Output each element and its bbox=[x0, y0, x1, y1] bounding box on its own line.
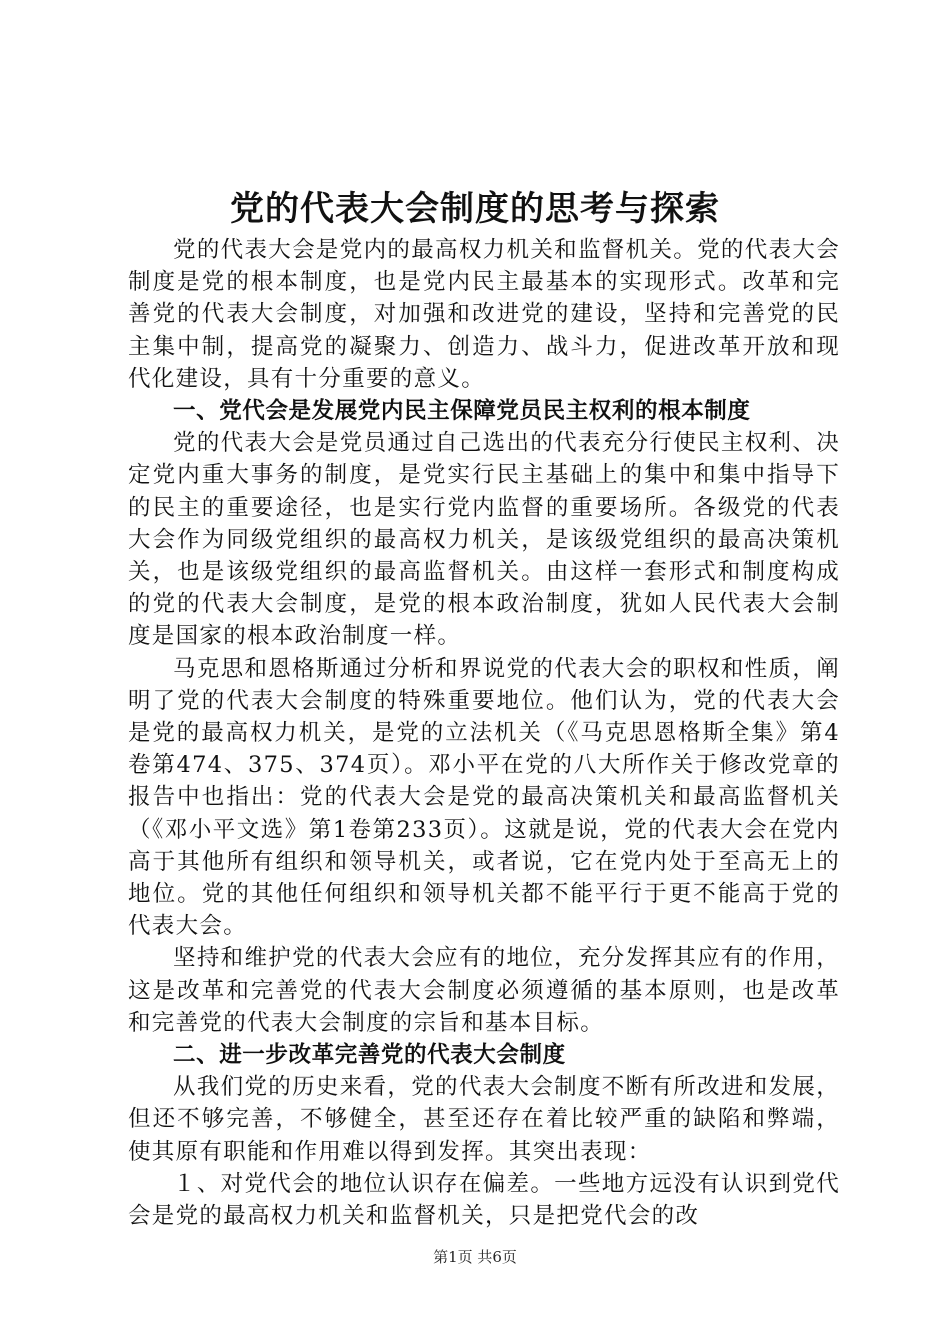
paragraph-section1-b: 马克思和恩格斯通过分析和界说党的代表大会的职权和性质，阐明了党的代表大会制度的特殊重要地位。他们认为，党的代表大会是党的最高权力机关，是党的立法机关（《马克思恩格斯全集》第4卷第474、375、374页）。邓小平在党的八大所作关于修改党章的报告中也指出：党的代表大会是党的最高决策机关和最高监督机关（《邓小平文选》第1卷第233页）。这就是说，党的代表大会在党内高于其他所有组织和领导机关，或者说，它在党内处于至高无上的地位。党的其他任何组织和领导机关都不能平行于更不能高于党的代表大会。 bbox=[128, 655, 840, 940]
document-title: 党的代表大会制度的思考与探索 bbox=[230, 189, 720, 229]
paragraph-section2-a: 从我们党的历史来看，党的代表大会制度不断有所改进和发展，但还不够完善，不够健全，甚至还存在着比较严重的缺陷和弊端，使其原有职能和作用难以得到发挥。其突出表现： bbox=[128, 1074, 840, 1165]
paragraph-section1-a: 党的代表大会是党员通过自己选出的代表充分行使民主权利、决定党内重大事务的制度，是党实行民主基础上的集中和集中指导下的民主的重要途径，也是实行党内监督的重要场所。各级党的代表大会作为同级党组织的最高权力机关，是该级党组织的最高决策机关，也是该级党组织的最高监督机关。由这样一套形式和制度构成的党的代表大会制度，是党的根本政治制度，犹如人民代表大会制度是国家的根本政治制度一样。 bbox=[128, 430, 840, 650]
paragraph-section1-c: 坚持和维护党的代表大会应有的地位，充分发挥其应有的作用，这是改革和完善党的代表大会制度必须遵循的基本原则，也是改革和完善党的代表大会制度的宗旨和基本目标。 bbox=[128, 945, 840, 1036]
paragraph-section2-b: １、对党代会的地位认识存在偏差。一些地方远没有认识到党代会是党的最高权力机关和监督机关，只是把党代会的改 bbox=[128, 1170, 840, 1230]
section-heading-1: 一、党代会是发展党内民主保障党员民主权利的根本制度 bbox=[173, 398, 751, 425]
section-heading-2: 二、进一步改革完善党的代表大会制度 bbox=[173, 1042, 566, 1069]
page-number-footer: 第1页 共6页 bbox=[433, 1248, 517, 1266]
document-body bbox=[128, 234, 840, 1232]
paragraph-intro: 党的代表大会是党内的最高权力机关和监督机关。党的代表大会制度是党的根本制度，也是党内民主最基本的实现形式。改革和完善党的代表大会制度，对加强和改进党的建设，坚持和完善党的民主集中制，提高党的凝聚力、创造力、战斗力，促进改革开放和现代化建设，具有十分重要的意义。 bbox=[128, 237, 840, 392]
